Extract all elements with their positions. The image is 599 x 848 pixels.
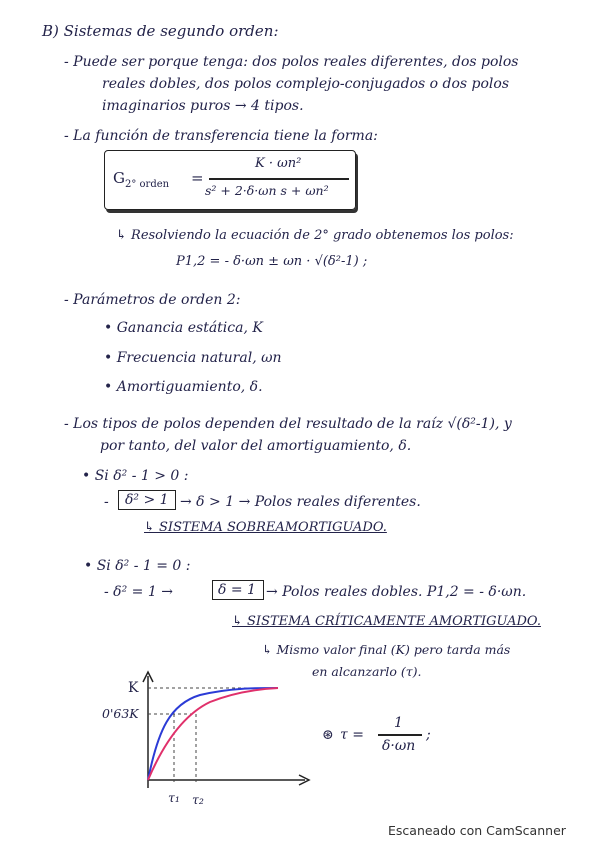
tf-equals: = bbox=[191, 169, 204, 187]
tau-marker: ⊛ bbox=[322, 727, 334, 743]
bullet-poles-line-2: reales dobles, dos polos complejo-conjugados o dos polos bbox=[102, 76, 510, 92]
parameter-natural-frequency: • Frecuencia natural, ωn bbox=[104, 350, 282, 366]
curve-slow-response bbox=[148, 688, 278, 780]
tau-denominator: δ·ωn bbox=[382, 738, 416, 754]
section-heading: B) Sistemas de segundo orden: bbox=[42, 22, 279, 40]
graph-label-k: K bbox=[128, 680, 139, 696]
types-line-1: - Los tipos de polos dependen del resultado de la raíz √(δ²-1), y bbox=[64, 416, 512, 432]
case1-result: ↳ SISTEMA SOBREAMORTIGUADO. bbox=[144, 520, 387, 535]
case2-note-line-1: ↳ Mismo valor final (K) pero tarda más bbox=[262, 642, 511, 657]
bullet-poles-line-3: imaginarios puros → 4 tipos. bbox=[102, 98, 304, 114]
case1-dash: - bbox=[104, 494, 109, 510]
case1-rest: → δ > 1 → Polos reales diferentes. bbox=[180, 494, 421, 510]
tau-numerator: 1 bbox=[394, 715, 403, 731]
case1-box-text: δ² > 1 bbox=[125, 492, 169, 508]
graph-label-tau1: τ₁ bbox=[168, 790, 180, 805]
tf-denominator: s² + 2·δ·ωn s + ωn² bbox=[205, 183, 329, 198]
bullet-transfer-function: - La función de transferencia tiene la forma: bbox=[64, 128, 378, 144]
graph-label-063k: 0'63K bbox=[102, 706, 139, 721]
parameters-title: - Parámetros de orden 2: bbox=[64, 292, 241, 308]
case2-pre: - δ² = 1 → bbox=[104, 584, 173, 600]
tf-lhs-subscript: 2° orden bbox=[124, 179, 170, 190]
scanner-watermark: Escaneado con CamScanner bbox=[388, 823, 566, 838]
tf-numerator: K · ωn² bbox=[255, 156, 302, 171]
tau-lhs: τ = bbox=[340, 727, 364, 743]
poles-intro: ↳ Resolviendo la ecuación de 2° grado obtenemos los polos: bbox=[116, 228, 514, 243]
tf-lhs: $G_{2^\circ orden}$ bbox=[113, 169, 170, 190]
case2-note-line-2: en alcanzarlo (τ). bbox=[312, 664, 422, 679]
parameter-gain: • Ganancia estática, K bbox=[104, 320, 263, 336]
parameter-damping: • Amortiguamiento, δ. bbox=[104, 379, 263, 395]
case2-condition: • Si δ² - 1 = 0 : bbox=[84, 558, 191, 574]
case1-condition: • Si δ² - 1 > 0 : bbox=[82, 468, 189, 484]
tau-tail: ; bbox=[426, 727, 431, 743]
tau-fraction-bar bbox=[378, 734, 422, 736]
case2-box-text: δ = 1 bbox=[218, 582, 256, 598]
case2-result: ↳ SISTEMA CRÍTICAMENTE AMORTIGUADO. bbox=[232, 614, 541, 629]
types-line-2: por tanto, del valor del amortiguamiento, δ. bbox=[100, 438, 412, 454]
case2-rest: → Polos reales dobles. P1,2 = - δ·ωn. bbox=[266, 584, 527, 600]
poles-formula: P1,2 = - δ·ωn ± ωn · √(δ²-1) ; bbox=[176, 254, 368, 269]
graph-label-tau2: τ₂ bbox=[192, 792, 204, 807]
bullet-poles-line-1: - Puede ser porque tenga: dos polos reales diferentes, dos polos bbox=[64, 54, 519, 70]
